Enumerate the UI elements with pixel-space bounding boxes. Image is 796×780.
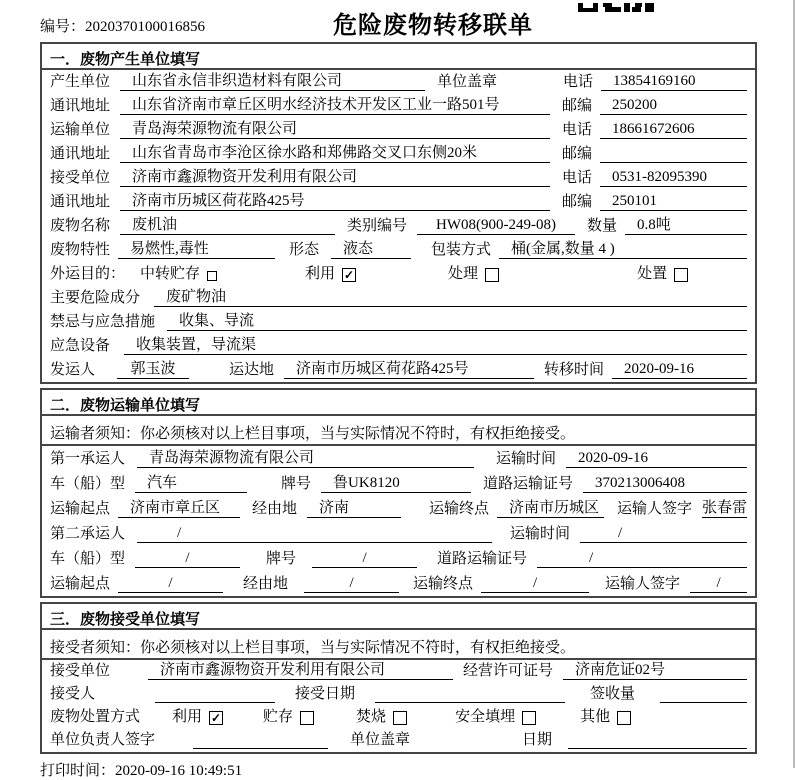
waste-props-label: 废物特性	[50, 242, 111, 258]
transport-time-value: 2020-09-16	[566, 450, 747, 468]
seal-label: 单位盖章	[437, 74, 498, 90]
packing-label: 包装方式	[431, 242, 492, 258]
checkbox-icon	[674, 268, 688, 282]
phone-label: 电话	[563, 74, 594, 90]
row-carrier1	[42, 446, 755, 471]
row-receiver	[42, 166, 755, 190]
row-receiver-address	[42, 190, 755, 214]
checkbox-icon	[393, 711, 407, 725]
acceptor-label: 接受人	[50, 686, 96, 702]
receive-unit-value: 济南市鑫源物资开发利用有限公司	[148, 658, 453, 680]
checkbox-icon: ✓	[211, 711, 222, 725]
destination-label: 运达地	[229, 362, 275, 378]
producer-value: 山东省永信非织造材料有限公司	[120, 69, 425, 91]
checkbox-icon: ✓	[344, 268, 355, 282]
row-waste-name	[42, 214, 755, 238]
checkbox-icon	[207, 271, 217, 281]
option-label: 处理	[448, 266, 479, 282]
form-state-value: 液态	[331, 237, 411, 259]
row-emergency-equipment	[42, 334, 755, 358]
road-permit-value: /	[537, 550, 747, 568]
route-end-label: 运输终点	[413, 576, 474, 592]
carrier2-label: 第二承运人	[50, 526, 126, 542]
option-label: 安全填埋	[455, 709, 516, 725]
dispatcher-label: 发运人	[50, 362, 96, 378]
section-producer	[40, 42, 757, 384]
checkbox-icon	[300, 711, 314, 725]
road-permit-label: 道路运输证号	[437, 551, 528, 567]
form-body	[40, 42, 757, 754]
unit-seal-label: 单位盖章	[350, 732, 411, 748]
plate-value: /	[312, 550, 417, 568]
row-producer-address	[42, 94, 755, 118]
responsible-signature	[193, 731, 328, 749]
page-edge-rule	[793, 0, 795, 768]
row-purpose	[42, 262, 755, 286]
address-label: 通讯地址	[50, 146, 111, 162]
row-main-hazard	[42, 286, 755, 310]
disposal-option-incinerate	[356, 705, 407, 726]
transporter-value: 青岛海荣源物流有限公司	[120, 117, 550, 139]
row-route2	[42, 571, 755, 596]
transporter-signature: 张春雷	[702, 496, 747, 518]
purpose-option-treat	[448, 262, 499, 283]
emergency-equipment-value: 收集装置，导流渠	[124, 333, 747, 355]
option-label: 处置	[637, 266, 668, 282]
row-route1	[42, 496, 755, 521]
page-title: 危险废物转移联单	[333, 13, 533, 39]
emergency-equipment-label: 应急设备	[50, 338, 111, 354]
license-value: 济南危证02号	[563, 658, 747, 680]
acceptor-value	[155, 685, 275, 703]
checkbox-icon	[617, 711, 631, 725]
waste-props-value: 易燃性,毒性	[118, 237, 275, 259]
transport-time-label: 运输时间	[496, 451, 557, 467]
producer-zip: 250200	[600, 97, 747, 115]
vehicle-type-label: 车（船）型	[50, 476, 126, 492]
plate-label: 牌号	[281, 476, 312, 492]
section-receiver	[40, 602, 757, 754]
purpose-option-transfer-storage	[140, 262, 217, 283]
precautions-value: 收集、导流	[167, 309, 747, 331]
transporter-label: 运输单位	[50, 122, 111, 138]
packing-value: 桶(金属,数量 4 )	[499, 237, 747, 259]
category-code: HW08(900-249-08)	[417, 217, 575, 235]
disposal-method-label: 废物处置方式	[50, 709, 141, 725]
carrier1-label: 第一承运人	[50, 451, 126, 467]
transfer-time-value: 2020-09-16	[612, 361, 747, 379]
producer-phone: 13854169160	[601, 73, 747, 91]
form-state-label: 形态	[289, 242, 320, 258]
section-transport-title: 二．废物运输单位填写	[42, 390, 755, 416]
section-transport	[40, 388, 757, 598]
transport-time-label: 运输时间	[510, 526, 571, 542]
dispatcher-name: 郭玉波	[117, 357, 189, 379]
carrier1-value: 青岛海荣源物流有限公司	[137, 446, 474, 468]
route-start-value: 济南市章丘区	[118, 496, 240, 518]
disposal-option-other	[580, 705, 631, 726]
responsible-sign-label: 单位负责人签字	[50, 732, 156, 748]
phone-label: 电话	[562, 170, 593, 186]
section-producer-title: 一．废物产生单位填写	[42, 44, 755, 70]
route-via-value: /	[304, 575, 399, 593]
row-dispatch	[42, 358, 755, 382]
row-signoff	[42, 729, 755, 752]
plate-value: 鲁UK8120	[321, 471, 471, 493]
vehicle-type-value: 汽车	[135, 471, 247, 493]
receiver-notice: 接受者须知：你必须核对以上栏目事项，当与实际情况不符时，有权拒绝接受。	[42, 630, 755, 660]
route-start-value: /	[118, 575, 223, 593]
route-end-value: /	[481, 575, 589, 593]
disposal-option-utilize	[172, 705, 223, 726]
qr-code-icon	[578, 0, 654, 18]
address-label: 通讯地址	[50, 194, 111, 210]
receiver-label: 接受单位	[50, 170, 111, 186]
option-label: 其他	[580, 709, 611, 725]
checkbox-icon	[485, 268, 499, 282]
zip-label: 邮编	[562, 194, 593, 210]
waste-name-value: 废机油	[120, 213, 335, 235]
date-label: 日期	[522, 732, 553, 748]
row-waste-properties	[42, 238, 755, 262]
transporter-address: 山东省青岛市李沧区徐水路和郑佛路交叉口东侧20米	[120, 141, 550, 163]
receiver-address: 济南市历城区荷花路425号	[120, 189, 550, 211]
transport-notice: 运输者须知：你必须核对以上栏目事项，当与实际情况不符时，有权拒绝接受。	[42, 416, 755, 446]
carrier2-value: /	[137, 525, 492, 543]
transporter-sign-label: 运输人签字	[605, 576, 681, 592]
doc-number	[40, 15, 205, 36]
main-hazard-label: 主要危险成分	[50, 290, 141, 306]
zip-label: 邮编	[562, 146, 593, 162]
row-vehicle2	[42, 546, 755, 571]
road-permit-label: 道路运输证号	[483, 476, 574, 492]
option-label: 中转贮存	[140, 266, 201, 282]
transporter-signature: /	[690, 575, 747, 593]
option-label: 利用	[305, 266, 336, 282]
receiver-phone: 0531-82095390	[600, 169, 747, 187]
plate-label: 牌号	[266, 551, 297, 567]
row-producer	[42, 70, 755, 94]
row-disposal-method	[42, 706, 755, 729]
received-qty-value	[660, 685, 747, 703]
form-header	[0, 0, 796, 42]
doc-number-label: 编号：	[40, 19, 86, 35]
print-time	[40, 759, 796, 780]
precautions-label: 禁忌与应急措施	[50, 314, 156, 330]
route-start-label: 运输起点	[50, 576, 111, 592]
zip-label: 邮编	[562, 98, 593, 114]
quantity-value: 0.8吨	[625, 213, 747, 235]
main-hazard-value: 废矿物油	[154, 285, 747, 307]
print-time-label: 打印时间：	[40, 763, 116, 779]
doc-number-value: 2020370100016856	[85, 19, 206, 35]
date-value	[568, 731, 747, 749]
row-transporter-address	[42, 142, 755, 166]
transporter-sign-label: 运输人签字	[616, 501, 692, 517]
license-label: 经营许可证号	[463, 663, 554, 679]
category-label: 类别编号	[347, 218, 408, 234]
route-end-value: 济南市历城区	[497, 496, 604, 518]
accept-date-label: 接受日期	[295, 686, 356, 702]
destination-value: 济南市历城区荷花路425号	[284, 357, 534, 379]
phone-label: 电话	[562, 122, 593, 138]
vehicle-type-label: 车（船）型	[50, 551, 126, 567]
vehicle-type-value: /	[135, 550, 240, 568]
transport-time-value: /	[580, 525, 747, 543]
accept-date-value	[375, 685, 565, 703]
route-via-value: 济南	[307, 496, 401, 518]
receiver-value: 济南市鑫源物资开发利用有限公司	[120, 165, 550, 187]
row-precautions	[42, 310, 755, 334]
transporter-phone: 18661672606	[600, 121, 747, 139]
transfer-time-label: 转移时间	[544, 362, 605, 378]
disposal-option-storage	[263, 705, 314, 726]
option-label: 焚烧	[356, 709, 387, 725]
route-end-label: 运输终点	[428, 501, 489, 517]
print-time-value: 2020-09-16 10:49:51	[115, 763, 243, 779]
row-vehicle1	[42, 471, 755, 496]
receiver-zip: 250101	[600, 193, 747, 211]
section-receiver-title: 三．废物接受单位填写	[42, 604, 755, 630]
producer-label: 产生单位	[50, 74, 111, 90]
road-permit-value: 370213006408	[583, 475, 747, 493]
disposal-option-landfill	[455, 705, 536, 726]
purpose-label: 外运目的：	[50, 266, 126, 282]
waste-name-label: 废物名称	[50, 218, 111, 234]
route-start-label: 运输起点	[50, 501, 111, 517]
option-label: 贮存	[263, 709, 294, 725]
producer-address: 山东省济南市章丘区明水经济技术开发区工业一路501号	[120, 93, 550, 115]
transporter-zip	[600, 145, 747, 163]
row-carrier2	[42, 521, 755, 546]
route-via-label: 经由地	[251, 501, 297, 517]
purpose-option-dispose	[637, 262, 688, 283]
received-qty-label: 签收量	[590, 686, 636, 702]
quantity-label: 数量	[587, 218, 618, 234]
purpose-option-utilize	[305, 262, 356, 283]
option-label: 利用	[172, 709, 203, 725]
row-receive-unit	[42, 660, 755, 683]
row-transporter	[42, 118, 755, 142]
address-label: 通讯地址	[50, 98, 111, 114]
receive-unit-label: 接受单位	[50, 663, 111, 679]
route-via-label: 经由地	[243, 576, 289, 592]
row-acceptor	[42, 683, 755, 706]
checkbox-icon	[522, 711, 536, 725]
